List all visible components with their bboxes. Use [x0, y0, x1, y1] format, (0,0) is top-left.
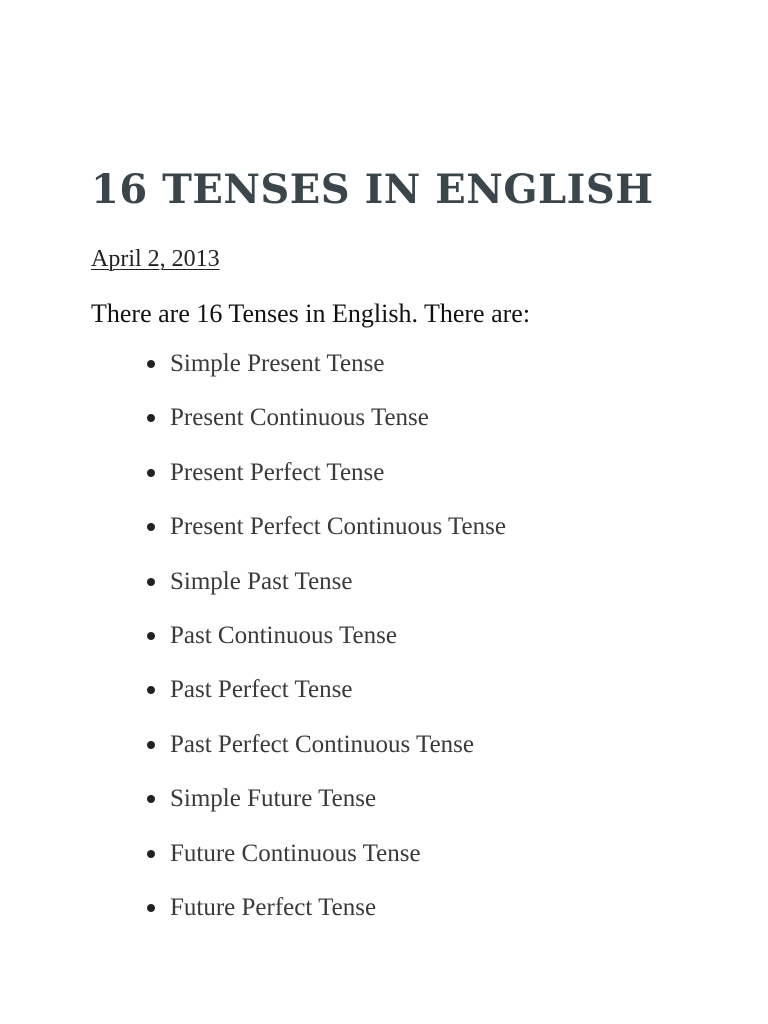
list-item [147, 727, 506, 781]
list-item-label: Present Perfect Continuous Tense [170, 513, 506, 541]
bullet-icon [147, 578, 155, 586]
bullet-icon [147, 850, 155, 858]
page-title: 16 TENSES IN ENGLISH [91, 166, 654, 213]
post-date-link[interactable]: April 2, 2013 [91, 246, 220, 272]
bullet-icon [147, 414, 155, 422]
bullet-icon [147, 469, 155, 477]
bullet-icon [147, 904, 155, 912]
list-item-label: Present Perfect Tense [170, 458, 385, 486]
list-item-label: Simple Past Tense [170, 567, 353, 595]
list-item [147, 836, 506, 890]
intro-paragraph: There are 16 Tenses in English. There are: [91, 299, 531, 328]
list-item [147, 618, 506, 672]
bullet-icon [147, 632, 155, 640]
list-item-label: Future Continuous Tense [170, 839, 421, 867]
list-item [147, 455, 506, 509]
tense-list [147, 346, 506, 944]
list-item-label: Present Continuous Tense [170, 404, 429, 432]
list-item-label: Simple Present Tense [170, 350, 385, 377]
list-item [147, 564, 506, 618]
bullet-icon [147, 686, 155, 694]
list-item-label: Past Perfect Tense [170, 676, 353, 704]
list-item-label: Simple Future Tense [170, 785, 377, 813]
list-item [147, 781, 506, 835]
bullet-icon [147, 360, 155, 368]
list-item [147, 346, 506, 400]
list-item [147, 672, 506, 726]
bullet-icon [147, 741, 155, 749]
list-item [147, 890, 506, 944]
bullet-icon [147, 523, 155, 531]
list-item [147, 509, 506, 563]
list-item-label: Past Continuous Tense [170, 621, 397, 649]
bullet-icon [147, 795, 155, 803]
list-item-label: Future Perfect Tense [170, 893, 377, 921]
list-item [147, 400, 506, 454]
list-item-label: Past Perfect Continuous Tense [170, 730, 475, 758]
